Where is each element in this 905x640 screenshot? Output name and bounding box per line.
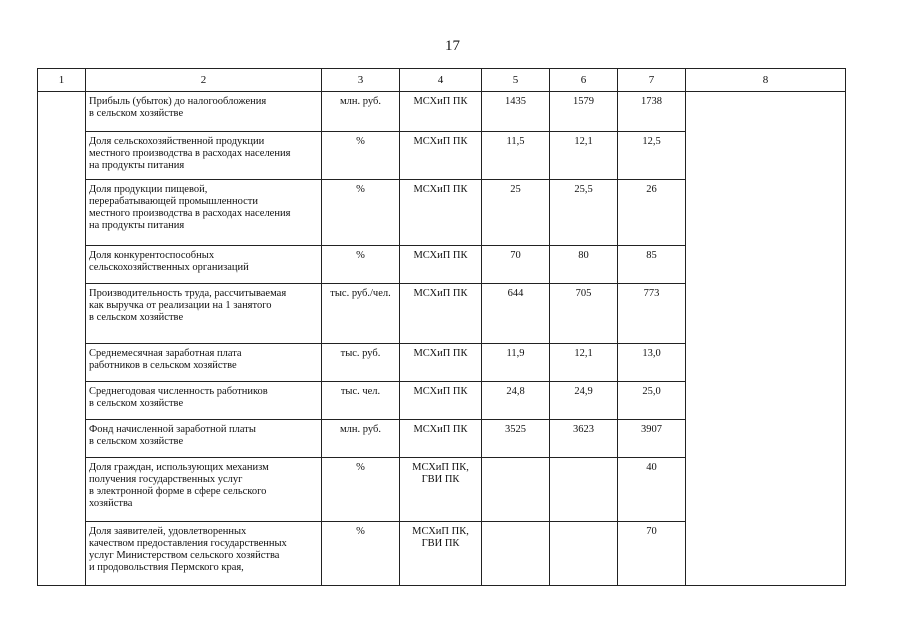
column-header: 5 — [482, 69, 550, 92]
value-cell-col6 — [550, 522, 618, 586]
unit-cell: % — [322, 132, 400, 180]
executor-cell: МСХиП ПК — [400, 344, 482, 382]
value-cell-col5 — [482, 522, 550, 586]
indicator-name-cell: Фонд начисленной заработной платы в сельском хозяйстве — [86, 420, 322, 458]
executor-cell: МСХиП ПК, ГВИ ПК — [400, 522, 482, 586]
value-cell-col5: 644 — [482, 284, 550, 344]
column-header: 4 — [400, 69, 482, 92]
indicator-name-cell: Доля заявителей, удовлетворенных качеством предоставления государственных услуг Министерством сельского хозяйства и продовольствия Пермского края, — [86, 522, 322, 586]
value-cell-col7: 85 — [618, 246, 686, 284]
value-cell-col5: 3525 — [482, 420, 550, 458]
indicator-name-cell: Доля сельскохозяйственной продукции местного производства в расходах населения на продукты питания — [86, 132, 322, 180]
unit-cell: % — [322, 522, 400, 586]
value-cell-col7: 13,0 — [618, 344, 686, 382]
executor-cell: МСХиП ПК — [400, 246, 482, 284]
header-row — [38, 69, 846, 92]
unit-cell: млн. руб. — [322, 420, 400, 458]
indicators-table — [37, 68, 846, 586]
value-cell-col5 — [482, 458, 550, 522]
executor-cell: МСХиП ПК — [400, 420, 482, 458]
value-cell-col7: 40 — [618, 458, 686, 522]
value-cell-col5: 11,5 — [482, 132, 550, 180]
notes-cell — [686, 92, 846, 586]
value-cell-col5: 11,9 — [482, 344, 550, 382]
executor-cell: МСХиП ПК, ГВИ ПК — [400, 458, 482, 522]
unit-cell: тыс. руб./чел. — [322, 284, 400, 344]
value-cell-col6: 24,9 — [550, 382, 618, 420]
indicator-name-cell: Прибыль (убыток) до налогообложения в сельском хозяйстве — [86, 92, 322, 132]
column-header: 8 — [686, 69, 846, 92]
executor-cell: МСХиП ПК — [400, 180, 482, 246]
indicator-name-cell: Доля продукции пищевой, перерабатывающей промышленности местного производства в расходах населения на продукты питания — [86, 180, 322, 246]
column-header: 6 — [550, 69, 618, 92]
indicator-name-cell: Доля граждан, использующих механизм получения государственных услуг в электронной форме в сфере сельского хозяйства — [86, 458, 322, 522]
value-cell-col5: 25 — [482, 180, 550, 246]
unit-cell: тыс. чел. — [322, 382, 400, 420]
value-cell-col6 — [550, 458, 618, 522]
executor-cell: МСХиП ПК — [400, 382, 482, 420]
row-number-cell — [38, 92, 86, 586]
unit-cell: % — [322, 458, 400, 522]
indicator-name-cell: Производительность труда, рассчитываемая как выручка от реализации на 1 занятого в сельском хозяйстве — [86, 284, 322, 344]
value-cell-col7: 3907 — [618, 420, 686, 458]
value-cell-col7: 12,5 — [618, 132, 686, 180]
column-header: 3 — [322, 69, 400, 92]
executor-cell: МСХиП ПК — [400, 284, 482, 344]
table-row — [38, 92, 846, 132]
executor-cell: МСХиП ПК — [400, 132, 482, 180]
value-cell-col6: 12,1 — [550, 344, 618, 382]
indicator-name-cell: Среднегодовая численность работников в сельском хозяйстве — [86, 382, 322, 420]
value-cell-col5: 70 — [482, 246, 550, 284]
unit-cell: млн. руб. — [322, 92, 400, 132]
value-cell-col6: 1579 — [550, 92, 618, 132]
value-cell-col5: 1435 — [482, 92, 550, 132]
value-cell-col7: 26 — [618, 180, 686, 246]
executor-cell: МСХиП ПК — [400, 92, 482, 132]
value-cell-col7: 70 — [618, 522, 686, 586]
value-cell-col7: 773 — [618, 284, 686, 344]
unit-cell: % — [322, 246, 400, 284]
unit-cell: % — [322, 180, 400, 246]
column-header: 2 — [86, 69, 322, 92]
page-number: 17 — [445, 38, 460, 54]
indicator-name-cell: Среднемесячная заработная плата работников в сельском хозяйстве — [86, 344, 322, 382]
unit-cell: тыс. руб. — [322, 344, 400, 382]
value-cell-col6: 12,1 — [550, 132, 618, 180]
indicator-name-cell: Доля конкурентоспособных сельскохозяйственных организаций — [86, 246, 322, 284]
value-cell-col7: 25,0 — [618, 382, 686, 420]
value-cell-col5: 24,8 — [482, 382, 550, 420]
column-header: 7 — [618, 69, 686, 92]
column-header: 1 — [38, 69, 86, 92]
value-cell-col6: 25,5 — [550, 180, 618, 246]
value-cell-col6: 80 — [550, 246, 618, 284]
value-cell-col6: 3623 — [550, 420, 618, 458]
value-cell-col7: 1738 — [618, 92, 686, 132]
value-cell-col6: 705 — [550, 284, 618, 344]
